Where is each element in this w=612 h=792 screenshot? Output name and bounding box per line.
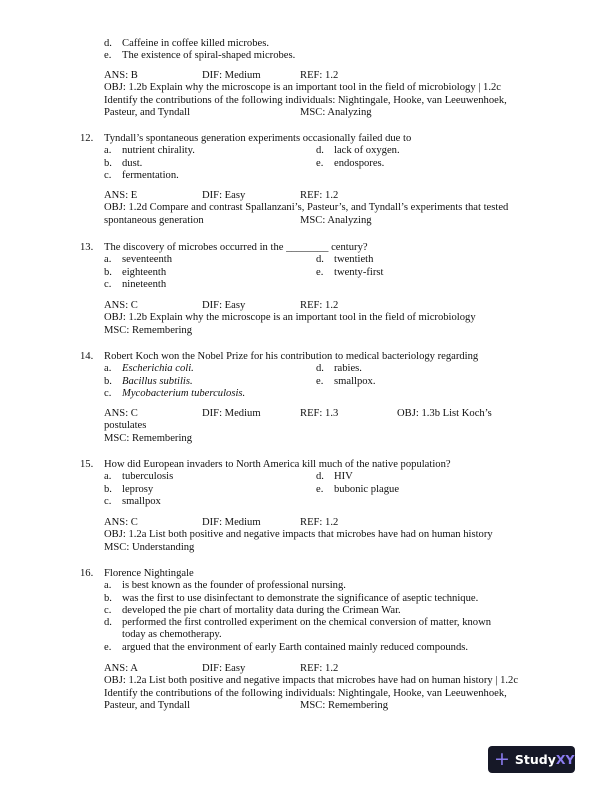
dif-label: DIF:: [202, 70, 223, 81]
dif-value: Medium: [224, 70, 261, 81]
reference: [300, 408, 338, 420]
line: [80, 408, 560, 420]
line: [80, 663, 560, 675]
msc-value: Understanding: [131, 541, 195, 553]
line: [80, 242, 560, 254]
option-letter: c.: [104, 387, 112, 399]
option-text: seventeenth: [122, 254, 173, 266]
obj-text: 1.2b Explain why the microscope is an important tool in the field of microbiology: [128, 312, 476, 324]
dif-label: DIF:: [202, 408, 223, 419]
line: [80, 420, 560, 432]
option-text: twentieth: [334, 254, 374, 266]
option-letter: e.: [316, 266, 324, 278]
question-stem: Robert Koch won the Nobel Prize for his contribution to medical bacteriology regarding: [104, 351, 479, 362]
question-number: 15.: [80, 459, 94, 470]
option-text: smallpox: [122, 495, 161, 507]
ref-label: REF:: [300, 70, 323, 81]
line: [80, 170, 560, 182]
obj-label: OBJ:: [104, 675, 126, 687]
option-text: leprosy: [122, 483, 154, 495]
msc: [300, 700, 388, 712]
line: [80, 517, 560, 529]
reference: [300, 70, 338, 82]
option-letter: c.: [104, 604, 112, 616]
option-text: performed the first controlled experiment on the chemical conversion of matter, known: [122, 617, 492, 629]
answer: [104, 70, 138, 82]
dif-label: DIF:: [202, 300, 223, 311]
answer: [104, 300, 138, 312]
option-text: The existence of spiral-shaped microbes.: [122, 50, 296, 62]
option-letter: a.: [104, 363, 112, 375]
obj-text: Identify the contributions of the following individuals: Nightingale, Hooke, van Leeuwenhoek,: [104, 94, 507, 106]
option-text: bubonic plague: [334, 483, 400, 495]
line: [80, 107, 560, 119]
dif-value: Easy: [224, 190, 246, 201]
ans-value: C: [130, 408, 138, 419]
ref-value: 1.2: [325, 663, 339, 674]
line: [80, 38, 560, 50]
ref-value: 1.2: [325, 517, 339, 528]
line: [80, 190, 560, 202]
option-letter: e.: [316, 157, 324, 169]
line: [80, 629, 560, 641]
option-letter: a.: [104, 145, 112, 157]
question-number: 16.: [80, 568, 94, 579]
option-text: nutrient chirality.: [122, 145, 195, 157]
option-letter: d.: [104, 617, 112, 629]
msc-value: Remembering: [327, 699, 388, 711]
ref-value: 1.2: [325, 70, 339, 81]
ref-value: 1.2: [325, 190, 339, 201]
ans-value: C: [130, 300, 138, 311]
option-text: rabies.: [334, 363, 362, 375]
question-15: [80, 459, 560, 508]
objective: [104, 82, 501, 94]
reference: [300, 190, 338, 202]
answer-block: [80, 517, 560, 554]
ans-label: ANS:: [104, 300, 129, 311]
objective: [104, 688, 507, 700]
objective: [397, 408, 492, 420]
msc-label: MSC:: [104, 324, 130, 336]
line: [80, 388, 560, 400]
objective: [104, 700, 190, 712]
objective: [104, 675, 518, 687]
line: [80, 202, 560, 214]
line: [80, 568, 560, 580]
obj-text: Pasteur, and Tyndall: [104, 699, 191, 711]
ref-value: 1.3: [325, 408, 339, 419]
option-letter: d.: [316, 254, 324, 266]
line: [80, 433, 560, 445]
ref-label: REF:: [300, 408, 323, 419]
option-text: was the first to use disinfectant to demonstrate the significance of aseptic technique.: [122, 592, 479, 604]
question-16: [80, 568, 560, 654]
question-number: 13.: [80, 242, 94, 253]
msc-value: Analyzing: [327, 106, 372, 118]
ans-value: B: [130, 70, 138, 81]
option-letter: a.: [104, 580, 112, 592]
ans-value: C: [130, 517, 138, 528]
option-letter: b.: [104, 266, 112, 278]
ans-label: ANS:: [104, 70, 129, 81]
line: [80, 617, 560, 629]
option-letter: b.: [104, 157, 112, 169]
obj-label: OBJ:: [104, 202, 126, 214]
option-text: tuberculosis: [122, 471, 174, 483]
option-text: endospores.: [334, 157, 385, 169]
line: [80, 254, 560, 266]
line: [80, 351, 560, 363]
ref-label: REF:: [300, 300, 323, 311]
answer: [104, 408, 138, 420]
line: [80, 312, 560, 324]
line: [80, 95, 560, 107]
msc-value: Remembering: [131, 432, 192, 444]
ans-label: ANS:: [104, 663, 129, 674]
objective: [104, 107, 190, 119]
question-stem: How did European invaders to North America kill much of the native population?: [104, 459, 451, 470]
option-letter: d.: [316, 145, 324, 157]
line: [80, 158, 560, 170]
obj-text: 1.2d Compare and contrast Spallanzani’s, Pasteur’s, and Tyndall’s experiments that tested: [128, 202, 509, 214]
option-letter: c.: [104, 169, 112, 181]
option-text: twenty-first: [334, 266, 384, 278]
answer-block: [80, 190, 560, 227]
studyxy-badge[interactable]: [488, 746, 575, 773]
ans-label: ANS:: [104, 408, 129, 419]
msc: [104, 433, 192, 445]
dif-label: DIF:: [202, 517, 223, 528]
msc: [104, 325, 192, 337]
msc-value: Remembering: [131, 324, 192, 336]
obj-text: 1.2a List both positive and negative impacts that microbes have had on human history | 1.2c: [128, 675, 519, 687]
obj-label: OBJ:: [397, 408, 419, 419]
option-letter: e.: [316, 375, 324, 387]
option-letter: c.: [104, 495, 112, 507]
difficulty: [202, 190, 245, 202]
option-letter: b.: [104, 592, 112, 604]
answer: [104, 517, 138, 529]
question-stem: Florence Nightingale: [104, 568, 194, 579]
option-letter: e.: [316, 483, 324, 495]
line: [80, 529, 560, 541]
line: [80, 376, 560, 388]
question-number: 14.: [80, 351, 94, 362]
reference: [300, 663, 338, 675]
msc-value: Analyzing: [327, 214, 372, 226]
reference: [300, 300, 338, 312]
difficulty: [202, 408, 261, 420]
line: [80, 700, 560, 712]
difficulty: [202, 300, 245, 312]
dif-value: Medium: [224, 517, 261, 528]
line: [80, 496, 560, 508]
question-number: 12.: [80, 133, 94, 144]
carryover-options: [80, 38, 560, 63]
option-text: developed the pie chart of mortality data during the Crimean War.: [122, 604, 401, 616]
msc-label: MSC:: [104, 541, 130, 553]
ans-value: A: [130, 663, 138, 674]
objective: [104, 529, 493, 541]
line: [80, 50, 560, 62]
obj-text: spontaneous generation: [104, 214, 204, 226]
option-letter: b.: [104, 375, 112, 387]
difficulty: [202, 70, 261, 82]
obj-label: OBJ:: [104, 312, 126, 324]
question-13: [80, 242, 560, 291]
line: [80, 642, 560, 654]
ref-value: 1.2: [325, 300, 339, 311]
option-letter: d.: [316, 471, 324, 483]
line: [80, 215, 560, 227]
line: [80, 279, 560, 291]
option-text: Mycobacterium tuberculosis.: [122, 387, 246, 399]
ref-label: REF:: [300, 517, 323, 528]
question-stem: The discovery of microbes occurred in the ________ century?: [104, 242, 368, 253]
obj-text: 1.2a List both positive and negative impacts that microbes have had on human history: [128, 529, 493, 541]
option-text: argued that the environment of early Earth contained mainly reduced compounds.: [122, 641, 469, 653]
plus-icon: +: [494, 748, 510, 770]
option-text: Escherichia coli.: [122, 363, 194, 375]
line: [80, 133, 560, 145]
answer-block: [80, 408, 560, 445]
ans-label: ANS:: [104, 517, 129, 528]
option-text: is best known as the founder of professional nursing.: [122, 580, 346, 592]
option-text: Caffeine in coffee killed microbes.: [122, 38, 269, 49]
line: [80, 70, 560, 82]
msc: [300, 107, 372, 119]
msc-label: MSC:: [300, 699, 326, 711]
line: [80, 688, 560, 700]
objective: [104, 312, 476, 324]
ref-label: REF:: [300, 663, 323, 674]
answer-block: [80, 300, 560, 337]
option-text: smallpox.: [334, 375, 376, 387]
option-letter: a.: [104, 471, 112, 483]
option-text: lack of oxygen.: [334, 145, 400, 157]
dif-value: Medium: [224, 408, 261, 419]
question-12: [80, 133, 560, 182]
line: [80, 580, 560, 592]
option-letter: d.: [104, 38, 112, 49]
line: [80, 363, 560, 375]
line: [80, 593, 560, 605]
line: [80, 605, 560, 617]
difficulty: [202, 517, 261, 529]
dif-label: DIF:: [202, 190, 223, 201]
obj-text: 1.3b List Koch’s: [421, 408, 492, 419]
reference: [300, 517, 338, 529]
line: [80, 82, 560, 94]
option-letter: c.: [104, 278, 112, 290]
line: [80, 300, 560, 312]
line: [80, 542, 560, 554]
obj-text: Identify the contributions of the following individuals: Nightingale, Hooke, van Leeuwenhoek,: [104, 687, 507, 699]
option-text: HIV: [334, 471, 353, 483]
msc-label: MSC:: [104, 432, 130, 444]
ans-label: ANS:: [104, 190, 129, 201]
dif-value: Easy: [224, 300, 246, 311]
dif-label: DIF:: [202, 663, 223, 674]
msc-label: MSC:: [300, 214, 326, 226]
answer: [104, 663, 138, 675]
question-14: [80, 351, 560, 400]
option-letter: a.: [104, 254, 112, 266]
option-letter: e.: [104, 50, 112, 62]
option-letter: b.: [104, 483, 112, 495]
msc: [300, 215, 372, 227]
option-text: nineteenth: [122, 278, 167, 290]
option-letter: d.: [316, 363, 324, 375]
msc: [104, 542, 194, 554]
obj-text: 1.2b Explain why the microscope is an important tool in the field of microbiology | 1.2c: [128, 82, 501, 94]
obj-text: postulates: [104, 420, 147, 432]
line: [80, 471, 560, 483]
ref-label: REF:: [300, 190, 323, 201]
brand-logo: StudyXY: [514, 752, 575, 767]
answer-block: [80, 70, 560, 119]
question-stem: Tyndall’s spontaneous generation experiments occasionally failed due to: [104, 133, 412, 144]
obj-text: Pasteur, and Tyndall: [104, 106, 191, 118]
option-text-continued: today as chemotherapy.: [122, 629, 222, 641]
dif-value: Easy: [224, 663, 246, 674]
objective: [104, 95, 507, 107]
obj-label: OBJ:: [104, 82, 126, 94]
option-letter: e.: [104, 641, 112, 653]
ans-value: E: [130, 190, 138, 201]
option-text: eighteenth: [122, 266, 167, 278]
msc-label: MSC:: [300, 106, 326, 118]
option-text: Bacillus subtilis.: [122, 375, 193, 387]
obj-label: OBJ:: [104, 529, 126, 541]
difficulty: [202, 663, 245, 675]
line: [80, 145, 560, 157]
answer: [104, 190, 137, 202]
line: [80, 675, 560, 687]
objective: [104, 215, 204, 227]
line: [80, 325, 560, 337]
line: [80, 484, 560, 496]
line: [80, 267, 560, 279]
answer-block: [80, 663, 560, 712]
line: [80, 459, 560, 471]
option-text: dust.: [122, 157, 143, 169]
objective: [104, 202, 508, 214]
option-text: fermentation.: [122, 169, 179, 181]
